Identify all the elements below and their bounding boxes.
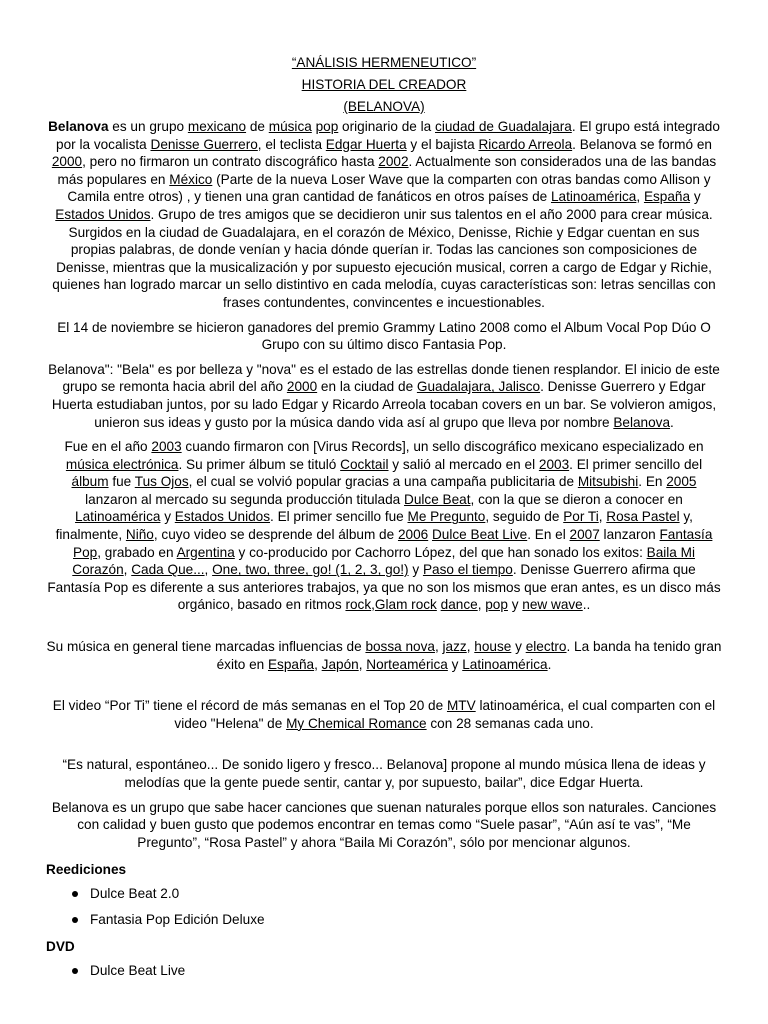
hyperlink[interactable]: Denisse Guerrero (150, 136, 258, 152)
hyperlink[interactable]: Glam rock (374, 597, 437, 613)
text-run: , cuyo video se desprende del álbum de (153, 527, 398, 543)
text-run: lanzaron al mercado su segunda producción titulada (85, 491, 405, 507)
paragraph (46, 756, 722, 791)
hyperlink[interactable]: Dulce Beat Live (431, 527, 528, 543)
text-run: . (547, 656, 552, 672)
text-run: . La banda ha tenido gran éxito en (216, 639, 722, 672)
hyperlink[interactable]: Cada Que... (131, 562, 205, 578)
text-run: , (598, 509, 607, 525)
hyperlink[interactable]: pop (485, 597, 508, 613)
document-body (46, 118, 722, 851)
hyperlink[interactable]: Cocktail (340, 456, 389, 472)
bullet-icon (72, 917, 78, 923)
list-item (90, 885, 722, 903)
bullet-icon (72, 891, 78, 897)
hyperlink[interactable]: Paso el tiempo (422, 562, 513, 578)
hyperlink[interactable]: One, two, three, go! (1, 2, 3, go!) (212, 562, 409, 578)
text-run: , (123, 562, 132, 578)
hyperlink[interactable]: Norteamérica (366, 656, 448, 672)
text-run: Su música en general tiene marcadas influencias de (46, 639, 366, 655)
list-item-text: Fantasia Pop Edición Deluxe (90, 911, 265, 927)
hyperlink[interactable]: música electrónica (65, 456, 179, 472)
hyperlink[interactable]: ciudad de Guadalajara (435, 119, 572, 134)
text-run: . Denisse Guerrero y Edgar Huerta estudiaban juntos, por su lado Edgar y Ricardo Arreola tocaban covers en un bar. Se volvieron amigos, unieron sus ideas y gusto por la música dando vida así al grupo que lleva por nombre (51, 379, 717, 430)
hyperlink[interactable]: 2002 (378, 154, 409, 170)
text-run: . El primer sencillo del (569, 456, 703, 472)
text-run: . El grupo está integrado por la vocalista (56, 119, 720, 152)
text-run: y salió al mercado en el (388, 456, 539, 472)
list-item (90, 962, 722, 980)
paragraph (46, 319, 722, 354)
title-historia: HISTORIA DEL CREADOR (301, 77, 467, 92)
document-sections (46, 861, 722, 979)
text-run: , (314, 656, 322, 672)
hyperlink[interactable]: música (268, 119, 312, 134)
text-run: . En (638, 474, 667, 490)
document-header (46, 52, 722, 118)
text-run: . En el (527, 527, 570, 543)
section-heading: DVD (46, 939, 75, 955)
text-run: . (670, 414, 674, 430)
paragraph (46, 118, 722, 312)
hyperlink[interactable]: Tus Ojos (134, 474, 189, 490)
text-run: , (477, 597, 486, 613)
text-run: . El primer sencillo fue (270, 509, 408, 525)
hyperlink[interactable]: Latinoamérica (75, 509, 161, 525)
hyperlink[interactable]: Dulce Beat (404, 491, 471, 507)
hyperlink[interactable]: dance (440, 597, 478, 613)
bullet-list (46, 885, 722, 928)
text-run: en la ciudad de (317, 379, 417, 395)
text-run: , con la que se dieron a conocer en (470, 491, 683, 507)
hyperlink[interactable]: Estados Unidos (55, 206, 151, 222)
hyperlink[interactable]: Latinoamérica (550, 189, 637, 205)
hyperlink[interactable]: house (474, 639, 512, 655)
hyperlink[interactable]: Estados Unidos (174, 509, 271, 525)
hyperlink[interactable]: 2006 (397, 527, 429, 543)
text-run: Fue en el año (64, 439, 152, 455)
hyperlink[interactable]: new wave (522, 597, 583, 613)
text-run: , (371, 597, 375, 613)
hyperlink[interactable]: Japón (321, 656, 359, 672)
text-run: El 14 de noviembre se hicieron ganadores del premio Grammy Latino 2008 como el Album Vocal Pop Dúo O Grupo con su último disco Fantasia Pop. (57, 319, 711, 353)
text-run: . Belanova se formó en (572, 136, 712, 152)
text-run: originario de la (338, 119, 436, 134)
title-belanova: (BELANOVA) (343, 99, 425, 114)
text-run: El video “Por Ti” tiene el récord de más semanas en el Top 20 de (52, 698, 447, 714)
text-run: (Parte de la nueva Loser Wave que la comparten con otras bandas como Allison y Camila entre otros) , y tienen una gran cantidad de fanáticos en otros países de (67, 171, 711, 205)
title-analisis: “ANÁLISIS HERMENEUTICO” (291, 55, 477, 70)
list-item (90, 911, 722, 929)
hyperlink[interactable]: 2000 (51, 154, 83, 170)
text-run: y (408, 562, 423, 578)
text-run: de (246, 119, 269, 134)
hyperlink[interactable]: Rosa Pastel (606, 509, 680, 525)
text-run: , seguido de (485, 509, 564, 525)
text-run: Belanova es un grupo que sabe hacer canciones que suenan naturales porque ellos son naturales. Canciones con calidad y buen gusto que podemos encontrar en temas como “Suele pasar”, “Aún así te vas”, “Me Pregunto”, “Rosa Pastel” y ahora “Baila Mi Corazón”, sólo por mencionar algunos. (51, 799, 717, 850)
text-run: , grabado en (97, 544, 177, 560)
hyperlink[interactable]: MTV (446, 698, 476, 714)
hyperlink[interactable]: bossa nova (365, 639, 435, 655)
hyperlink[interactable]: electro (525, 639, 567, 655)
text-run: y (511, 639, 526, 655)
hyperlink[interactable]: España (643, 189, 691, 205)
text-run: cuando firmaron con [Virus Records], un sello discográfico mexicano especializado en (181, 439, 704, 455)
text-run: latinoamérica, el cual comparten con el video "Helena" de (174, 698, 716, 731)
text-run: y (690, 189, 701, 205)
hyperlink[interactable]: Edgar Huerta (325, 136, 407, 152)
hyperlink[interactable]: 2003 (151, 439, 182, 455)
bullet-icon (72, 968, 78, 974)
hyperlink[interactable]: Guadalajara, Jalisco (416, 379, 541, 395)
hyperlink[interactable]: Ricardo Arreola (478, 136, 573, 152)
text-run: , (466, 639, 475, 655)
document-page (46, 52, 722, 987)
text-run: . Actualmente son considerados una de las bandas más populares en (57, 154, 717, 187)
hyperlink[interactable]: México (169, 171, 213, 187)
text-run: y (447, 656, 463, 672)
hyperlink[interactable]: 2007 (569, 527, 600, 543)
hyperlink[interactable]: España (267, 656, 315, 672)
paragraph (46, 361, 722, 431)
list-item-text: Dulce Beat Live (90, 962, 186, 978)
text-run: y, finalmente, (55, 509, 693, 543)
hyperlink[interactable]: Latinoamérica (462, 656, 548, 672)
text-run: con 28 semanas cada uno. (426, 715, 594, 731)
paragraph (46, 638, 722, 673)
text-run: y el bajista (406, 136, 479, 152)
bullet-list (46, 962, 722, 980)
text-run: , (636, 189, 644, 205)
text-run: . Denisse Guerrero afirma que Fantasía Pop es diferente a sus anteriores trabajos, ya que no son los mismos que eran antes, es un disco más orgánico, basado en ritmos (47, 562, 721, 613)
text-run: , el teclista (257, 136, 326, 152)
text-run: .. (582, 597, 591, 613)
hyperlink[interactable]: Fantasía Pop (73, 527, 713, 560)
hyperlink[interactable]: álbum (71, 474, 109, 490)
text-run: , (358, 656, 367, 672)
hyperlink[interactable]: Argentina (176, 544, 235, 560)
hyperlink[interactable]: jazz (442, 639, 467, 655)
hyperlink[interactable]: rock (345, 597, 372, 613)
hyperlink[interactable]: Belanova (613, 414, 671, 430)
hyperlink[interactable]: My Chemical Romance (286, 715, 427, 731)
text-run: lanzaron (599, 527, 660, 543)
list-item-text: Dulce Beat 2.0 (90, 885, 180, 901)
hyperlink[interactable]: Por Ti (563, 509, 599, 525)
text-run: y co-producido por Cachorro López, del que han sonado los exitos: (234, 544, 647, 560)
text-run: es un grupo (108, 119, 188, 134)
paragraph (46, 697, 722, 732)
hyperlink[interactable]: Baila Mi Corazón (72, 544, 695, 578)
text-run: . Su primer álbum se tituló (178, 456, 341, 472)
text-run: , (204, 562, 213, 578)
hyperlink[interactable]: Mitsubishi (577, 474, 639, 490)
section-heading: Reediciones (46, 862, 127, 878)
text-run: “Es natural, espontáneo... De sonido ligero y fresco... Belanova] propone al mundo música llena de ideas y melodías que la gente puede sentir, cantar y, por supuesto, bailar”, dice Edgar Huerta. (62, 757, 706, 790)
hyperlink[interactable]: mexicano (187, 119, 247, 134)
text-run: y (160, 509, 175, 525)
text-run: . Grupo de tres amigos que se decidieron unir sus talentos en el año 2000 para crear música. Surgidos en la ciudad de Guadalajara, en el corazón de México, Denisse, Richie y Edgar cuentan en sus propias palabras, de donde venían y hacia dónde querían ir. Todas las canciones son composiciones de Denisse, mientras que la musicalización y por supuesto ejecución musical, corren a cargo de Edgar y Richie, quienes han logrado marcar un sello distintivo en cada melodía, cuyas características son: letras sencillas con frases contundentes, convincentes e incuestionables. (52, 206, 716, 310)
hyperlink[interactable]: Me Pregunto (407, 509, 486, 525)
text-run: , (434, 639, 443, 655)
text-run: fue (108, 474, 135, 490)
text-run: y (507, 597, 523, 613)
text-run: Belanova": "Bela" es por belleza y "nova" es el estado de las estrellas donde tienen resplandor. El inicio de este grupo se remonta hacia abril del año (48, 361, 720, 395)
hyperlink[interactable]: pop (315, 119, 339, 134)
text-run: , el cual se volvió popular gracias a una campaña publicitaria de (188, 474, 578, 490)
paragraph (46, 438, 722, 614)
bold-text: Belanova (48, 119, 109, 134)
hyperlink[interactable]: 2000 (286, 379, 318, 395)
paragraph (46, 799, 722, 852)
hyperlink[interactable]: Niño (125, 527, 154, 543)
hyperlink[interactable]: 2003 (538, 456, 570, 472)
hyperlink[interactable]: 2005 (666, 474, 697, 490)
text-run: , pero no firmaron un contrato discográfico hasta (82, 154, 379, 170)
